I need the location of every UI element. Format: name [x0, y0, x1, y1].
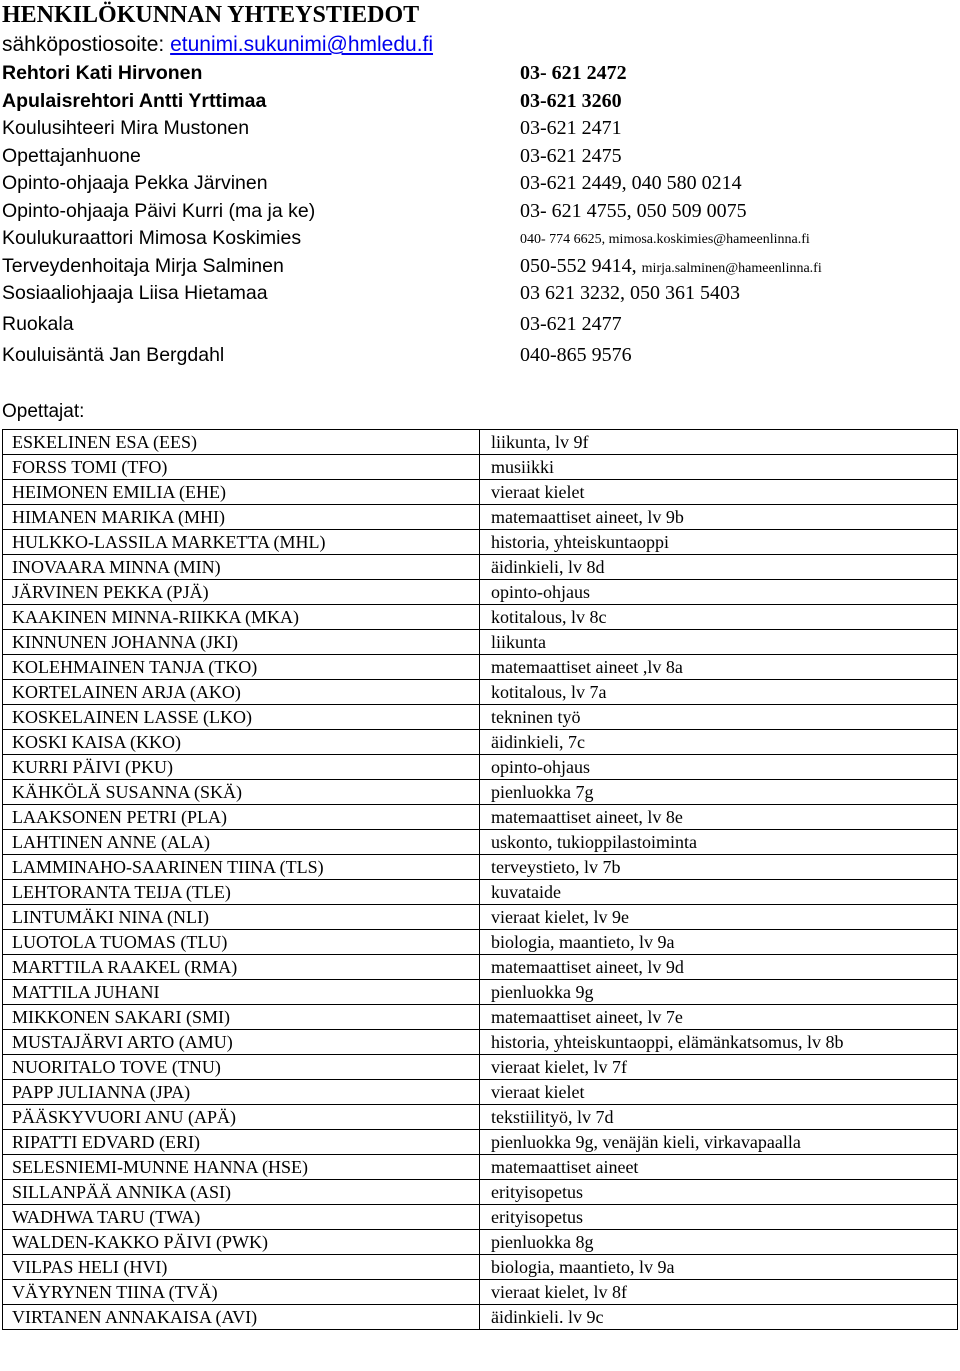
contact-name: Opinto-ohjaaja Päivi Kurri (ma ja ke) [2, 199, 316, 222]
teacher-name: ESKELINEN ESA (EES) [3, 430, 480, 455]
teacher-name: WADHWA TARU (TWA) [3, 1205, 480, 1230]
table-row [3, 780, 958, 805]
contact-row [0, 117, 960, 145]
table-row [3, 530, 958, 555]
table-row [3, 1280, 958, 1305]
table-row [3, 1205, 958, 1230]
teacher-subject: matemaattiset aineet, lv 9b [480, 505, 958, 530]
teacher-name: INOVAARA MINNA (MIN) [3, 555, 480, 580]
contact-phone: 03-621 2471 [520, 117, 622, 139]
teacher-subject: pienluokka 9g [480, 980, 958, 1005]
teacher-name: KOLEHMAINEN TANJA (TKO) [3, 655, 480, 680]
table-row [3, 905, 958, 930]
teacher-name: VÄYRYNEN TIINA (TVÄ) [3, 1280, 480, 1305]
teacher-name: LEHTORANTA TEIJA (TLE) [3, 880, 480, 905]
teacher-name: MIKKONEN SAKARI (SMI) [3, 1005, 480, 1030]
teacher-name: PÄÄSKYVUORI ANU (APÄ) [3, 1105, 480, 1130]
teacher-name: HULKKO-LASSILA MARKETTA (MHL) [3, 530, 480, 555]
table-row [3, 555, 958, 580]
contact-phone: 03-621 2449, 040 580 0214 [520, 172, 742, 194]
table-row [3, 505, 958, 530]
table-row [3, 1180, 958, 1205]
teacher-name: MATTILA JUHANI [3, 980, 480, 1005]
teacher-name: LUOTOLA TUOMAS (TLU) [3, 930, 480, 955]
table-row [3, 980, 958, 1005]
teacher-subject: opinto-ohjaus [480, 580, 958, 605]
contact-phone: 03-621 3260 [520, 89, 622, 112]
teacher-subject: biologia, maantieto, lv 9a [480, 1255, 958, 1280]
contact-row [0, 200, 960, 228]
teacher-name: KAAKINEN MINNA-RIIKKA (MKA) [3, 605, 480, 630]
contact-row [0, 62, 960, 90]
table-row [3, 455, 958, 480]
contact-list [0, 62, 960, 372]
teacher-name: KÄHKÖLÄ SUSANNA (SKÄ) [3, 780, 480, 805]
contact-phone: 03-621 2477 [520, 313, 622, 335]
table-row [3, 1105, 958, 1130]
table-row [3, 830, 958, 855]
teacher-subject: biologia, maantieto, lv 9a [480, 930, 958, 955]
teacher-subject: tekninen työ [480, 705, 958, 730]
table-row [3, 1005, 958, 1030]
teacher-subject: matemaattiset aineet, lv 9d [480, 955, 958, 980]
contact-row [0, 172, 960, 200]
teacher-name: VILPAS HELI (HVI) [3, 1255, 480, 1280]
page-title: HENKILÖKUNNAN YHTEYSTIEDOT [2, 2, 420, 28]
teacher-subject: äidinkieli, 7c [480, 730, 958, 755]
teacher-name: KOSKI KAISA (KKO) [3, 730, 480, 755]
teacher-name: WALDEN-KAKKO PÄIVI (PWK) [3, 1230, 480, 1255]
teacher-subject: matemaattiset aineet ,lv 8a [480, 655, 958, 680]
contact-row [0, 344, 960, 372]
teacher-subject: uskonto, tukioppilastoiminta [480, 830, 958, 855]
teacher-name: LINTUMÄKI NINA (NLI) [3, 905, 480, 930]
teacher-subject: terveystieto, lv 7b [480, 855, 958, 880]
teacher-subject: erityisopetus [480, 1180, 958, 1205]
contact-name: Ruokala [2, 313, 74, 335]
contact-name: Koulusihteeri Mira Mustonen [2, 117, 250, 139]
teacher-name: NUORITALO TOVE (TNU) [3, 1055, 480, 1080]
email-link[interactable]: etunimi.sukunimi@hmledu.fi [170, 33, 434, 56]
contact-name: Opettajanhuone [2, 144, 141, 167]
contact-phone: 03 621 3232, 050 361 5403 [520, 282, 740, 304]
teacher-name: HEIMONEN EMILIA (EHE) [3, 480, 480, 505]
table-row [3, 805, 958, 830]
contact-email: mirja.salminen@hameenlinna.fi [641, 260, 822, 276]
table-row [3, 855, 958, 880]
teacher-subject: musiikki [480, 455, 958, 480]
table-row [3, 705, 958, 730]
teacher-subject: vieraat kielet [480, 480, 958, 505]
contact-phone: 040-865 9576 [520, 344, 632, 366]
teacher-subject: vieraat kielet [480, 1080, 958, 1105]
teacher-name: LAAKSONEN PETRI (PLA) [3, 805, 480, 830]
teacher-subject: vieraat kielet, lv 8f [480, 1280, 958, 1305]
table-row [3, 1230, 958, 1255]
teacher-subject: pienluokka 7g [480, 780, 958, 805]
teacher-subject: historia, yhteiskuntaoppi, elämänkatsomus, lv 8b [480, 1030, 958, 1055]
table-row [3, 1255, 958, 1280]
teacher-name: MARTTILA RAAKEL (RMA) [3, 955, 480, 980]
table-row [3, 755, 958, 780]
teacher-name: KORTELAINEN ARJA (AKO) [3, 680, 480, 705]
table-row [3, 1155, 958, 1180]
teacher-name: HIMANEN MARIKA (MHI) [3, 505, 480, 530]
teacher-subject: matemaattiset aineet [480, 1155, 958, 1180]
teacher-name: KURRI PÄIVI (PKU) [3, 755, 480, 780]
contact-row [0, 313, 960, 344]
table-row [3, 680, 958, 705]
contact-name: Sosiaaliohjaaja Liisa Hietamaa [2, 282, 268, 304]
teacher-name: RIPATTI EDVARD (ERI) [3, 1130, 480, 1155]
table-row [3, 580, 958, 605]
contact-phone: 040- 774 6625, mimosa.koskimies@hameenlinna.fi [520, 232, 810, 247]
teacher-subject: liikunta [480, 630, 958, 655]
teacher-subject: tekstiilityö, lv 7d [480, 1105, 958, 1130]
teacher-name: PAPP JULIANNA (JPA) [3, 1080, 480, 1105]
contact-phone: 03- 621 2472 [520, 62, 627, 84]
teacher-subject: matemaattiset aineet, lv 7e [480, 1005, 958, 1030]
table-row [3, 1030, 958, 1055]
teacher-name: SILLANPÄÄ ANNIKA (ASI) [3, 1180, 480, 1205]
teacher-subject: liikunta, lv 9f [480, 430, 958, 455]
teacher-subject: vieraat kielet, lv 9e [480, 905, 958, 930]
teacher-name: KOSKELAINEN LASSE (LKO) [3, 705, 480, 730]
contact-name: Rehtori Kati Hirvonen [2, 62, 203, 84]
contact-row [0, 90, 960, 118]
table-row [3, 1305, 958, 1330]
teacher-subject: äidinkieli, lv 8d [480, 555, 958, 580]
contact-name: Apulaisrehtori Antti Yrttimaa [2, 89, 267, 112]
teachers-table-body [3, 430, 958, 1330]
teacher-subject: kuvataide [480, 880, 958, 905]
contact-phone [520, 255, 822, 278]
contact-row [0, 227, 960, 255]
teacher-subject: pienluokka 8g [480, 1230, 958, 1255]
teacher-subject: opinto-ohjaus [480, 755, 958, 780]
teachers-table [2, 429, 958, 1330]
contact-name: Terveydenhoitaja Mirja Salminen [2, 254, 284, 277]
contact-phone: 03- 621 4755, 050 509 0075 [520, 199, 747, 222]
email-prefix: sähköpostiosoite: [2, 33, 171, 56]
teacher-name: JÄRVINEN PEKKA (PJÄ) [3, 580, 480, 605]
table-row [3, 955, 958, 980]
teacher-subject: kotitalous, lv 7a [480, 680, 958, 705]
teacher-subject: pienluokka 9g, venäjän kieli, virkavapaalla [480, 1130, 958, 1155]
teachers-heading: Opettajat: [2, 401, 85, 422]
table-row [3, 480, 958, 505]
contact-name: Opinto-ohjaaja Pekka Järvinen [2, 172, 268, 194]
table-row [3, 880, 958, 905]
teacher-name: VIRTANEN ANNAKAISA (AVI) [3, 1305, 480, 1330]
email-line [2, 33, 433, 57]
contact-row [0, 145, 960, 173]
teacher-subject: kotitalous, lv 8c [480, 605, 958, 630]
teacher-name: MUSTAJÄRVI ARTO (AMU) [3, 1030, 480, 1055]
contact-phone-number: 050-552 9414, [520, 254, 642, 277]
table-row [3, 730, 958, 755]
table-row [3, 1080, 958, 1105]
contact-row [0, 282, 960, 313]
table-row [3, 930, 958, 955]
table-row [3, 430, 958, 455]
teacher-name: LAMMINAHO-SAARINEN TIINA (TLS) [3, 855, 480, 880]
contact-name: Koulukuraattori Mimosa Koskimies [2, 227, 302, 249]
table-row [3, 1130, 958, 1155]
contact-row [0, 255, 960, 283]
teacher-subject: äidinkieli. lv 9c [480, 1305, 958, 1330]
table-row [3, 630, 958, 655]
teacher-subject: historia, yhteiskuntaoppi [480, 530, 958, 555]
teacher-subject: erityisopetus [480, 1205, 958, 1230]
teacher-subject: matemaattiset aineet, lv 8e [480, 805, 958, 830]
contact-name: Kouluisäntä Jan Bergdahl [2, 344, 225, 366]
table-row [3, 655, 958, 680]
teacher-name: KINNUNEN JOHANNA (JKI) [3, 630, 480, 655]
table-row [3, 1055, 958, 1080]
teacher-name: LAHTINEN ANNE (ALA) [3, 830, 480, 855]
table-row [3, 605, 958, 630]
teacher-subject: vieraat kielet, lv 7f [480, 1055, 958, 1080]
teacher-name: FORSS TOMI (TFO) [3, 455, 480, 480]
contact-phone: 03-621 2475 [520, 144, 622, 167]
teacher-name: SELESNIEMI-MUNNE HANNA (HSE) [3, 1155, 480, 1180]
